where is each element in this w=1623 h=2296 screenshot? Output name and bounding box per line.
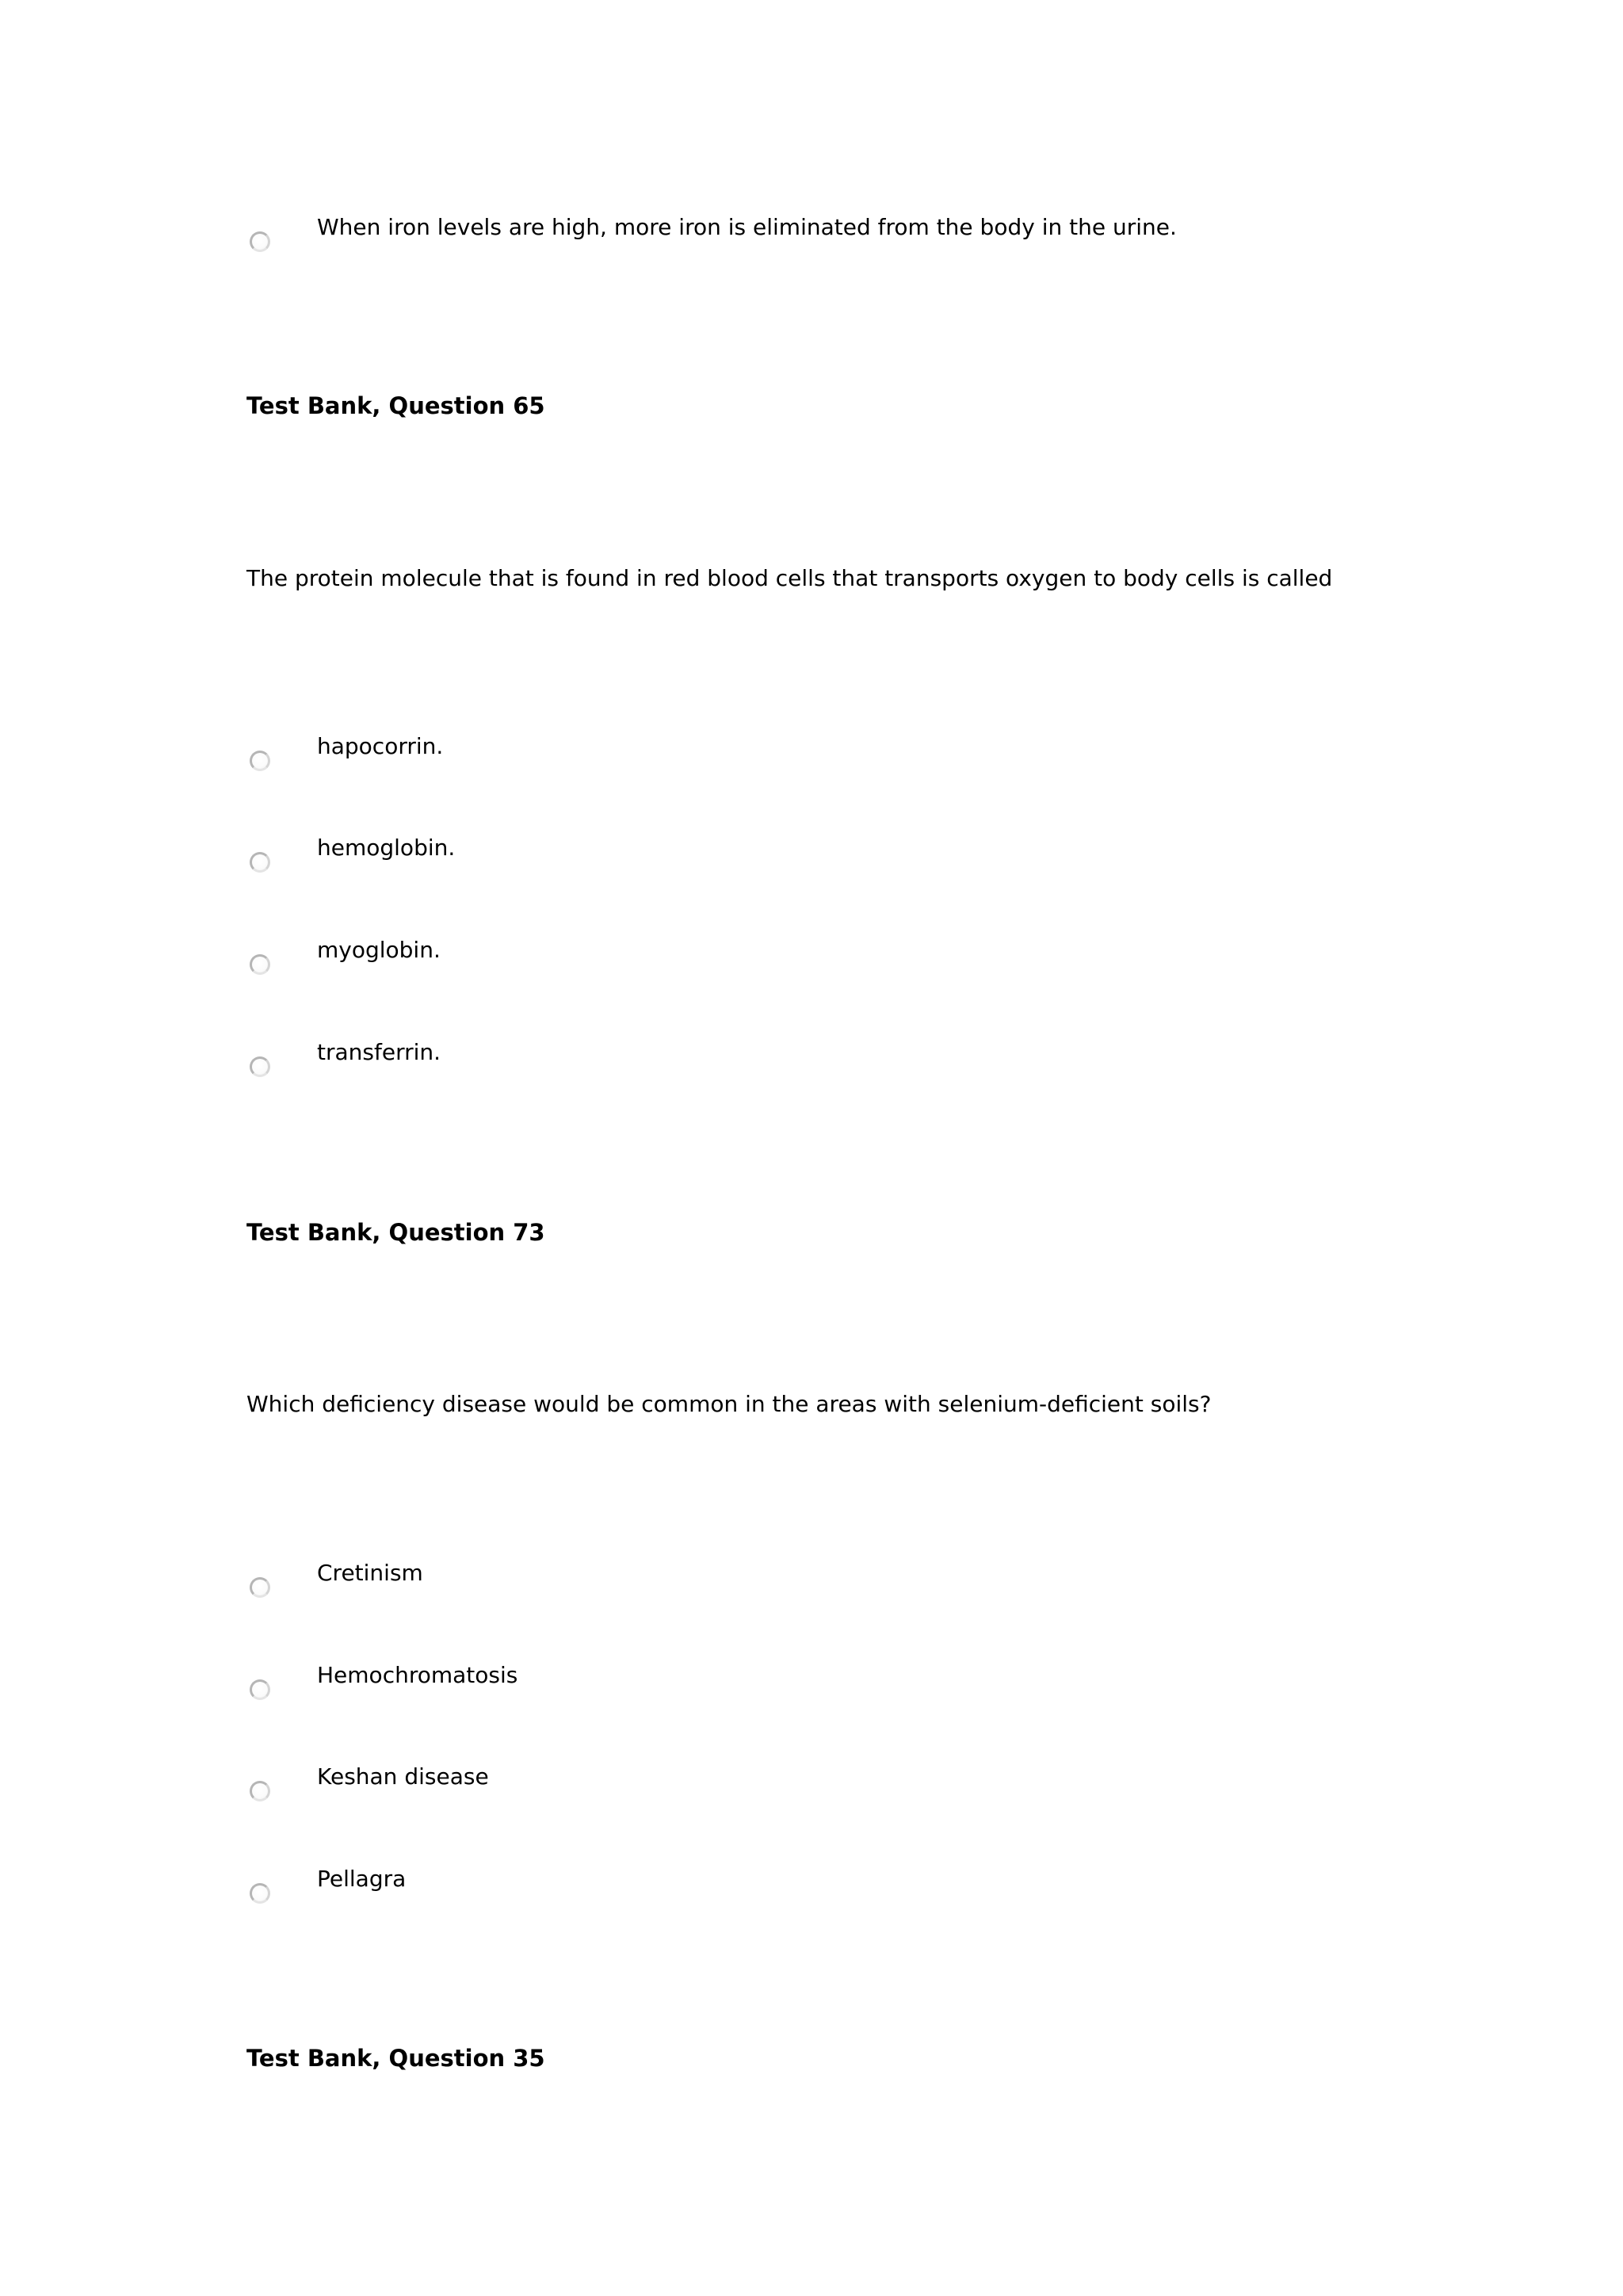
q73-option-keshan-disease[interactable] [246,1763,1435,1811]
radio-button-icon[interactable] [250,1679,270,1700]
radio-button-icon[interactable] [250,954,270,975]
answer-option-label: hapocorrin. [317,733,444,759]
q73-option-cretinism[interactable] [246,1560,1435,1607]
radio-button-icon[interactable] [250,1781,270,1801]
radio-button-icon[interactable] [250,751,270,771]
answer-option-label: myoglobin. [317,937,441,963]
answer-option-label: Keshan disease [317,1763,489,1790]
q65-option-hemoglobin[interactable] [246,835,1435,882]
answer-option-label: Cretinism [317,1560,423,1586]
question-73-heading: Test Bank, Question 73 [246,1219,545,1246]
q73-option-hemochromatosis[interactable] [246,1662,1435,1710]
radio-button-icon[interactable] [250,1577,270,1598]
answer-option-label: hemoglobin. [317,835,456,861]
q65-option-transferrin[interactable] [246,1039,1435,1087]
answer-option-label: When iron levels are high, more iron is eliminated from the body in the urine. [317,214,1177,240]
question-35-heading: Test Bank, Question 35 [246,2045,545,2072]
q65-option-myoglobin[interactable] [246,937,1435,984]
question-65-stem: The protein molecule that is found in red blood cells that transports oxygen to body cells is called [246,565,1333,591]
radio-button-icon[interactable] [250,231,270,252]
answer-option-label: Hemochromatosis [317,1662,518,1688]
q73-option-pellagra[interactable] [246,1866,1435,1913]
radio-button-icon[interactable] [250,852,270,873]
answer-option-label: Pellagra [317,1866,407,1892]
q65-option-hapocorrin[interactable] [246,733,1435,781]
answer-option[interactable] [246,214,1435,262]
answer-option-label: transferrin. [317,1039,441,1065]
question-65-heading: Test Bank, Question 65 [246,392,545,419]
radio-button-icon[interactable] [250,1056,270,1077]
radio-button-icon[interactable] [250,1883,270,1904]
question-73-stem: Which deficiency disease would be common in the areas with selenium-deficient soils? [246,1391,1212,1417]
